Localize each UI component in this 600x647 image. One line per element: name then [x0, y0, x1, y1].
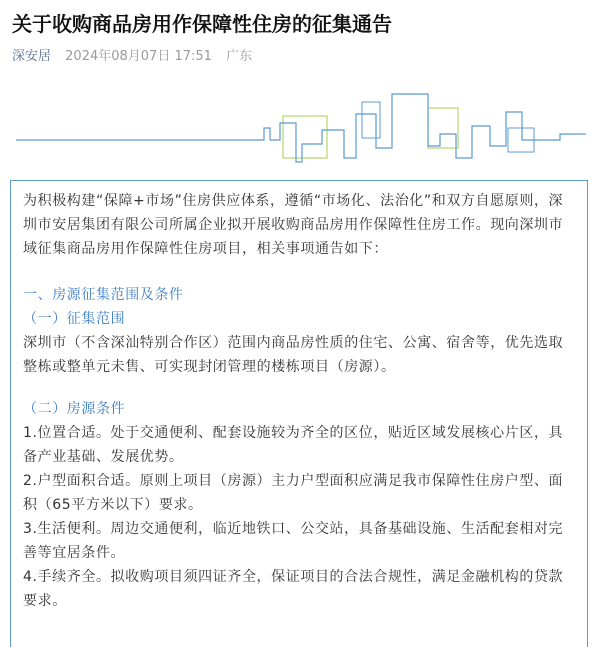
condition-item-2: 2.户型面积合适。原则上项目（房源）主力户型面积应满足我市保障性住房户型、面积（65平方米以下）要求。: [23, 473, 564, 513]
article-content: [10, 180, 588, 647]
condition-item-3: 3.生活便利。周边交通便利，临近地铁口、公交站，具备基础设施、生活配套相对完善等宜居条件。: [23, 521, 564, 561]
skyline-outline: [16, 94, 586, 162]
ip-region: 广东: [226, 49, 253, 64]
intro-paragraph: 为积极构建“保障+市场”住房供应体系，遵循“市场化、法治化”和双方自愿原则，深圳市安居集团有限公司所属企业拟开展收购商品房用作保障性住房工作。现向深圳市域征集商品房用作保障性住房项目，相关事项通告如下：: [23, 193, 564, 257]
article-title: 关于收购商品房用作保障性住房的征集通告: [12, 12, 392, 36]
skyline-building: [362, 102, 380, 138]
skyline-building: [283, 116, 327, 158]
skyline-building: [428, 108, 458, 148]
scope-paragraph: 深圳市（不含深汕特别合作区）范围内商品房性质的住宅、公寓、宿舍等，优先选取整栋或整单元未售、可实现封闭管理的楼栋项目（房源）。: [23, 335, 564, 375]
author-link[interactable]: 深安居: [12, 49, 52, 64]
publish-time: 2024年08月07日 17:51: [65, 49, 212, 64]
condition-item-1: 1.位置合适。处于交通便利、配套设施较为齐全的区位，贴近区域发展核心片区，具备产业基础、发展优势。: [23, 425, 564, 465]
subsection-heading-scope: （一）征集范围: [23, 311, 126, 327]
article-meta: [12, 48, 262, 66]
section-heading-1: 一、房源征集范围及条件: [23, 287, 184, 303]
condition-item-4: 4.手续齐全。拟收购项目须四证齐全，保证项目的合法合规性，满足金融机构的贷款要求。: [23, 569, 564, 609]
subsection-heading-conditions: （二）房源条件: [23, 401, 126, 417]
skyline-illustration: [0, 88, 600, 178]
